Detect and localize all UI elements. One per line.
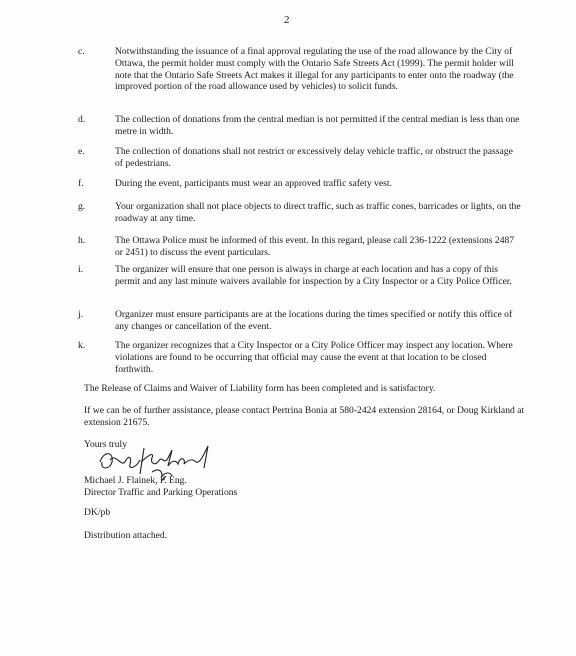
condition-letter: e. — [78, 146, 85, 157]
page-number: 2 — [284, 14, 290, 26]
condition-letter: c. — [78, 46, 85, 57]
condition-text: Your organization shall not place objects to direct traffic, such as traffic cones, barricades or lights, on the roadway at any time. — [115, 201, 521, 224]
condition-letter: d. — [78, 114, 86, 125]
reference-initials: DK/pb — [84, 507, 111, 518]
condition-letter: i. — [78, 264, 84, 275]
signer-name: Michael J. Flainek, P. Eng. — [84, 475, 187, 486]
release-statement: The Release of Claims and Waiver of Liability form has been completed and is satisfactory. — [84, 383, 436, 394]
signer-title: Director Traffic and Parking Operations — [84, 487, 238, 498]
condition-text: The organizer recognizes that a City Inspector or a City Police Officer may inspect any location. Where violations are found to be occurring that official may cause the event at that location to be closed forthwith. — [115, 340, 513, 375]
condition-text: The collection of donations from the central median is not permitted if the central median is less than one metre in width. — [115, 114, 520, 137]
condition-letter: g. — [78, 201, 86, 212]
condition-text: Organizer must ensure participants are at the locations during the times specified or notify this office of any changes or cancellation of the event. — [115, 309, 513, 332]
condition-text: During the event, participants must wear an approved traffic safety vest. — [115, 178, 392, 189]
assistance-statement: If we can be of further assistance, please contact Pertrina Bonia at 580-2424 extension 28164, or Doug Kirkland at extension 21675. — [84, 405, 525, 428]
condition-text: The Ottawa Police must be informed of this event. In this regard, please call 236-1222 (extensions 2487 or 2451) to discuss the event particulars. — [115, 235, 515, 258]
salutation: Yours truly — [84, 439, 128, 450]
condition-letter: f. — [78, 178, 84, 189]
distribution-note: Distribution attached. — [84, 530, 168, 541]
condition-letter: j. — [78, 309, 84, 320]
condition-text: The collection of donations shall not restrict or excessively delay vehicle traffic, or obstruct the passage of pedestrians. — [115, 146, 513, 169]
condition-letter: h. — [78, 235, 86, 246]
condition-text: The organizer will ensure that one person is always in charge at each location and has a copy of this permit and any last minute waivers available for inspection by a City Inspector or a City Police Officer. — [115, 264, 512, 287]
condition-text: Notwithstanding the issuance of a final approval regulating the use of the road allowance by the City of Ottawa, the permit holder must comply with the Ontario Safe Streets Act (1999). The permit holder will note that the Ontario Safe Streets Act makes it illegal for any participants to enter onto the roadway (the improved portion of the road allowance used by vehicles) to solicit funds. — [115, 46, 514, 93]
condition-letter: k. — [78, 340, 86, 351]
